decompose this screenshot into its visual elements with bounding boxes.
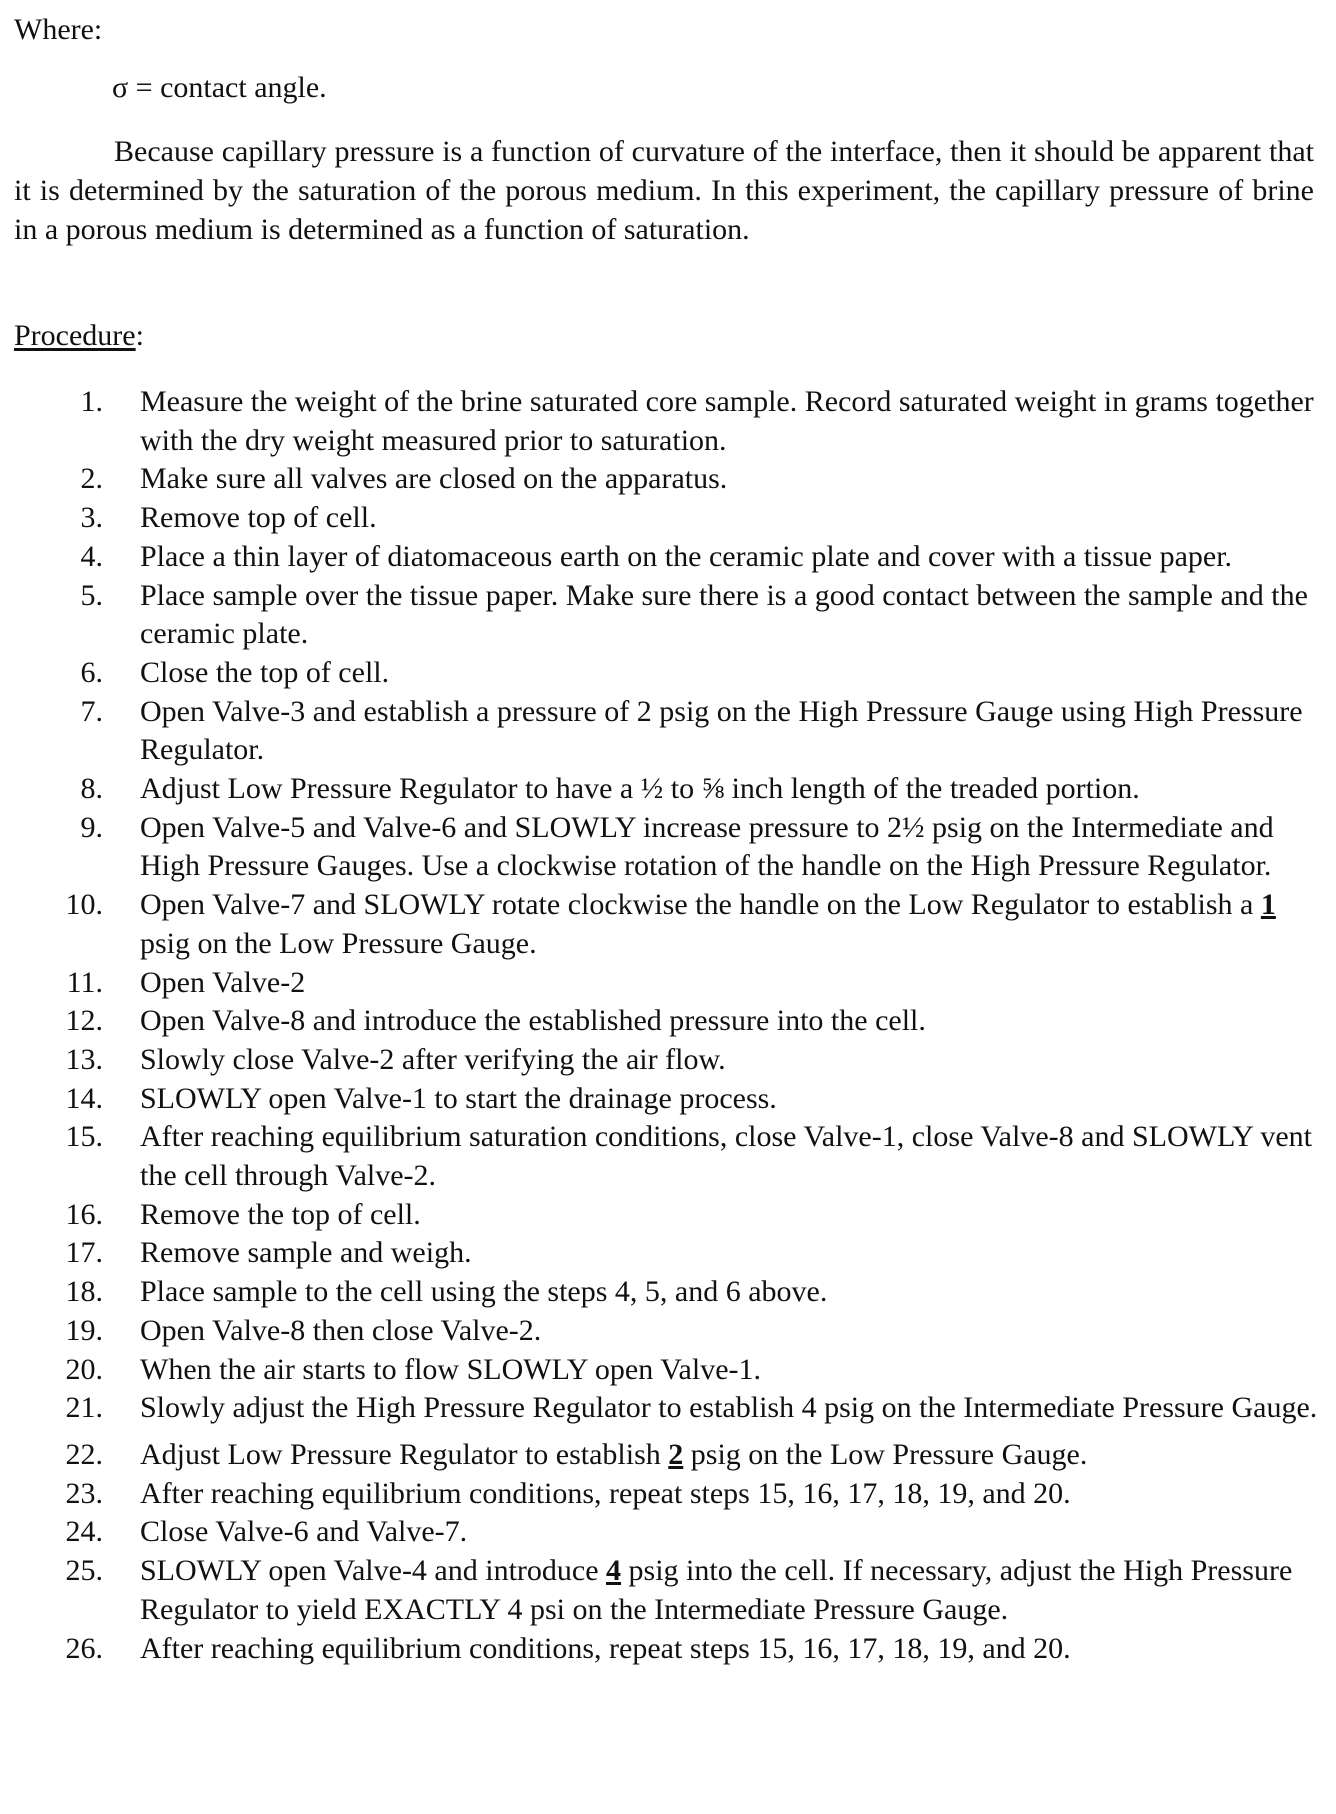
step-number: 14. (65, 1081, 103, 1115)
list-item (0, 1552, 1336, 1629)
step-text: Open Valve-8 and introduce the established pressure into the cell. (140, 1004, 926, 1038)
list-item (0, 460, 1336, 499)
step-text: After reaching equilibrium saturation conditions, close Valve-1, close Valve-8 and SLOWLY vent the cell through Valve-2. (140, 1120, 1312, 1193)
procedure-heading-text: Procedure (14, 319, 136, 352)
step-number: 19. (65, 1313, 103, 1347)
step-text: Place sample to the cell using the steps 4, 5, and 6 above. (140, 1275, 828, 1309)
list-item (0, 1351, 1336, 1390)
list-item (0, 1234, 1336, 1273)
list-item (0, 1630, 1336, 1669)
step-text: Close Valve-6 and Valve-7. (140, 1515, 468, 1549)
list-item (0, 538, 1336, 577)
step-number: 11. (66, 965, 103, 999)
list-item (0, 1436, 1336, 1475)
list-item (0, 1118, 1336, 1195)
list-item (0, 499, 1336, 538)
step-text-pre: SLOWLY open Valve-4 and introduce (140, 1554, 607, 1588)
where-label: Where: (14, 13, 103, 46)
step-text (140, 1436, 1320, 1475)
step-text: Place sample over the tissue paper. Make sure there is a good contact between the sample and the ceramic plate. (140, 578, 1308, 651)
list-item (0, 1513, 1336, 1552)
capillary-pressure-paragraph: Because capillary pressure is a function of curvature of the interface, then it should be apparent that it is determined by the saturation of the porous medium. In this experiment, the capillary pressure of brine in a porous medium is determined as a function of saturation. (14, 135, 1314, 246)
step-number: 15. (65, 1120, 103, 1154)
step-text: Adjust Low Pressure Regulator to have a ½ to ⅝ inch length of the treaded portion. (140, 772, 1140, 806)
step-text: Remove top of cell. (140, 501, 377, 535)
step-emphasis-value: 2 (668, 1437, 684, 1471)
step-text: Open Valve-3 and establish a pressure of 2 psig on the High Pressure Gauge using High Pressure Regulator. (140, 694, 1303, 767)
procedure-steps-list (0, 383, 1336, 1668)
step-number: 24. (65, 1515, 103, 1549)
step-text: Place a thin layer of diatomaceous earth on the ceramic plate and cover with a tissue paper. (140, 539, 1233, 573)
step-text-post: psig on the Low Pressure Gauge. (140, 926, 537, 960)
step-number: 20. (65, 1352, 103, 1386)
list-item (0, 964, 1336, 1003)
step-text: Open Valve-2 (140, 965, 306, 999)
step-text: Open Valve-5 and Valve-6 and SLOWLY increase pressure to 2½ psig on the Intermediate and High Pressure Gauges. Use a clockwise rotation of the handle on the High Pressure Regulator. (140, 810, 1274, 883)
step-number: 10. (65, 888, 103, 922)
list-item (0, 1475, 1336, 1514)
step-number: 3. (80, 501, 103, 535)
step-text: When the air starts to flow SLOWLY open Valve-1. (140, 1352, 762, 1386)
step-number: 5. (80, 578, 103, 612)
step-number: 13. (65, 1042, 103, 1076)
list-item (0, 1080, 1336, 1119)
list-item (0, 1196, 1336, 1235)
step-number: 2. (80, 462, 103, 496)
list-item (0, 654, 1336, 693)
step-text: Make sure all valves are closed on the apparatus. (140, 462, 728, 496)
step-number: 26. (65, 1631, 103, 1665)
step-text: After reaching equilibrium conditions, repeat steps 15, 16, 17, 18, 19, and 20. (140, 1476, 1071, 1510)
step-text (140, 1552, 1320, 1629)
step-number: 12. (65, 1004, 103, 1038)
step-number: 25. (65, 1554, 103, 1588)
step-text: Open Valve-8 then close Valve-2. (140, 1313, 542, 1347)
step-text-post: psig into the cell. If necessary, adjust the High Pressure Regulator to yield EXACTLY 4 psi on the Intermediate Pressure Gauge. (140, 1554, 1293, 1626)
step-text: Close the top of cell. (140, 655, 390, 689)
list-item (0, 1273, 1336, 1312)
step-number: 4. (80, 539, 103, 573)
step-emphasis-value: 4 (606, 1554, 622, 1588)
step-number: 6. (80, 655, 103, 689)
step-text: SLOWLY open Valve-1 to start the drainage process. (140, 1081, 777, 1115)
step-text: After reaching equilibrium conditions, repeat steps 15, 16, 17, 18, 19, and 20. (140, 1631, 1071, 1665)
step-number: 16. (65, 1197, 103, 1231)
step-number: 22. (65, 1437, 103, 1471)
step-number: 9. (80, 810, 103, 844)
list-item (0, 693, 1336, 770)
step-number: 23. (65, 1476, 103, 1510)
step-text-pre: Adjust Low Pressure Regulator to establish (140, 1437, 669, 1471)
step-number: 1. (80, 385, 103, 418)
step-number: 18. (65, 1275, 103, 1309)
list-item (0, 809, 1336, 886)
list-item (0, 577, 1336, 654)
list-item (0, 1312, 1336, 1351)
step-text-pre: Open Valve-7 and SLOWLY rotate clockwise the handle on the Low Regulator to establish a (140, 888, 1261, 922)
procedure-heading (14, 318, 144, 354)
step-text (140, 886, 1320, 963)
step-text: Slowly close Valve-2 after verifying the air flow. (140, 1042, 726, 1076)
step-number: 17. (65, 1236, 103, 1270)
step-text-post: psig on the Low Pressure Gauge. (683, 1437, 1088, 1471)
step-text: Remove sample and weigh. (140, 1236, 472, 1270)
step-number: 7. (80, 694, 103, 728)
contact-angle-definition: σ = contact angle. (112, 71, 327, 104)
list-item (0, 1041, 1336, 1080)
step-text: Remove the top of cell. (140, 1197, 421, 1231)
list-item (0, 383, 1336, 460)
list-item (0, 1389, 1336, 1428)
step-text: Slowly adjust the High Pressure Regulator to establish 4 psig on the Intermediate Pressure Gauge. (140, 1391, 1318, 1425)
step-emphasis-value: 1 (1260, 888, 1276, 922)
step-number: 8. (80, 772, 103, 806)
step-text: Measure the weight of the brine saturated core sample. Record saturated weight in grams together with the dry weight measured prior to saturation. (140, 385, 1314, 457)
list-item (0, 770, 1336, 809)
list-item (0, 1002, 1336, 1041)
procedure-heading-colon: : (135, 319, 144, 352)
list-item (0, 886, 1336, 963)
step-number: 21. (65, 1391, 103, 1425)
